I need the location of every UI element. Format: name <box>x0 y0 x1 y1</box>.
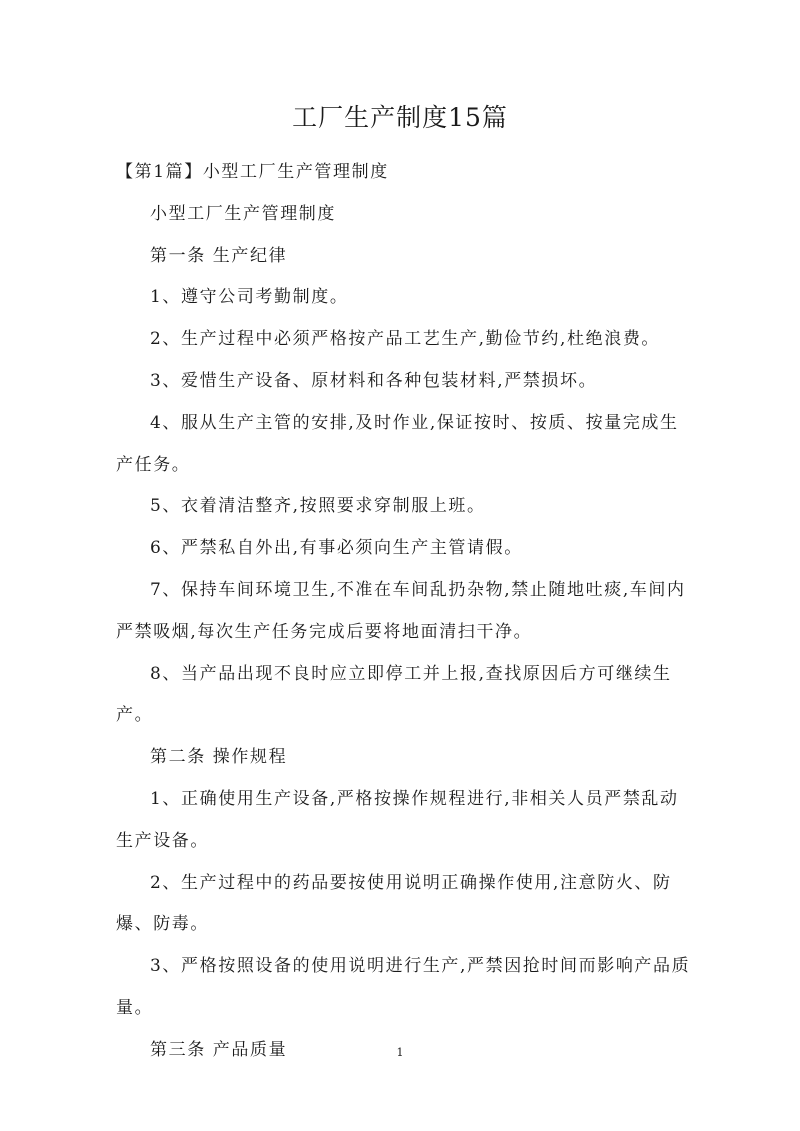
article-heading: 第二条 操作规程 <box>150 747 288 768</box>
paragraph: 1、遵守公司考勤制度。 <box>150 287 349 308</box>
paragraph: 3、严格按照设备的使用说明进行生产,严禁因抢时间而影响产品质量。 <box>116 956 691 1018</box>
paragraph: 2、生产过程中必须严格按产品工艺生产,勤俭节约,杜绝浪费。 <box>150 329 661 350</box>
paragraph: 5、衣着清洁整齐,按照要求穿制服上班。 <box>150 496 486 517</box>
paragraph: 7、保持车间环境卫生,不准在车间乱扔杂物,禁止随地吐痰,车间内严禁吸烟,每次生产任务完成后要将地面清扫干净。 <box>116 579 686 642</box>
paragraph: 3、爱惜生产设备、原材料和各种包装材料,严禁损坏。 <box>150 370 598 391</box>
paragraph: 6、严禁私自外出,有事必须向生产主管请假。 <box>150 538 523 559</box>
document-title: 工厂生产制度15篇 <box>292 103 508 132</box>
paragraph: 小型工厂生产管理制度 <box>150 203 336 224</box>
document-body <box>116 152 696 1072</box>
paragraph: 8、当产品出现不良时应立即停工并上报,查找原因后方可继续生产。 <box>116 663 672 726</box>
article-heading: 第一条 生产纪律 <box>150 245 288 266</box>
article-heading: 第三条 产品质量 <box>150 1039 288 1060</box>
paragraph: 2、生产过程中的药品要按使用说明正确操作使用,注意防火、防爆、防毒。 <box>116 872 672 935</box>
section-heading: 【第1篇】小型工厂生产管理制度 <box>116 162 389 182</box>
page-number: 1 <box>396 1046 404 1059</box>
paragraph: 4、服从生产主管的安排,及时作业,保证按时、按质、按量完成生产任务。 <box>116 412 679 475</box>
paragraph: 1、正确使用生产设备,严格按操作规程进行,非相关人员严禁乱动生产设备。 <box>116 788 679 851</box>
